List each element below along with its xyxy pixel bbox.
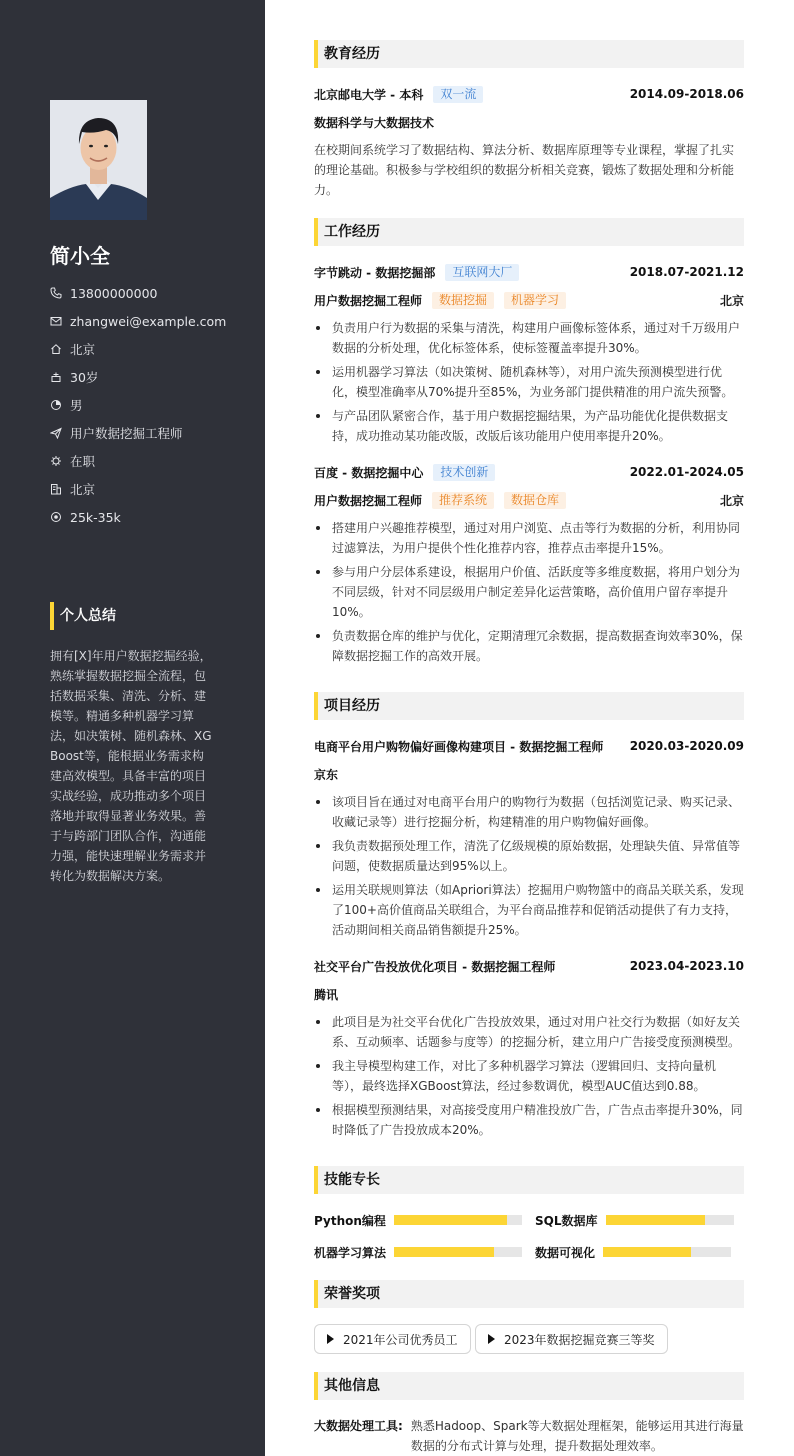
education-desc: 在校期间系统学习了数据结构、算法分析、数据库原理等专业课程，掌握了扎实的理论基础。积极参与学校组织的数据分析相关竞赛，锻炼了数据处理和分析能力。 bbox=[314, 143, 735, 197]
contact-gender-text: 男 bbox=[70, 398, 83, 413]
job-bullet: 负责数据仓库的维护与优化，定期清理冗余数据，提高数据查询效率30%，保障数据挖掘工作的高效开展。 bbox=[314, 626, 744, 666]
project-bullet: 我负责数据预处理工作，清洗了亿级规模的原始数据，处理缺失值、异常值等问题，使数据质量达到95%以上。 bbox=[314, 836, 744, 876]
contact-phone bbox=[50, 279, 226, 307]
status-icon bbox=[50, 455, 62, 467]
skill-bar-fill bbox=[394, 1247, 494, 1257]
contact-target-role-text: 用户数据挖掘工程师 bbox=[70, 426, 183, 441]
section-title-projects: 项目经历 bbox=[314, 692, 744, 720]
other-item bbox=[314, 1416, 744, 1456]
job-company: 百度 - 数据挖掘中心 bbox=[314, 465, 424, 480]
project-bullet: 我主导模型构建工作，对比了多种机器学习算法（逻辑回归、支持向量机等），最终选择XGBoost算法，经过参数调优，模型AUC值达到0.88。 bbox=[314, 1056, 744, 1096]
contact-email bbox=[50, 307, 226, 335]
job-role-tag: 推荐系统 bbox=[432, 492, 494, 509]
project-header bbox=[314, 736, 744, 756]
contact-status-text: 在职 bbox=[70, 454, 96, 469]
send-icon bbox=[50, 427, 62, 439]
summary-title: 个人总结 bbox=[50, 602, 116, 630]
job-bullet: 搭建用户兴趣推荐模型，通过对用户浏览、点击等行为数据的分析，利用协同过滤算法，为用户提供个性化推荐内容，推荐点击率提升15%。 bbox=[314, 518, 744, 558]
award-text: 2023年数据挖掘竞赛三等奖 bbox=[504, 1332, 655, 1347]
other-key: 大数据处理工具: bbox=[314, 1419, 403, 1433]
phone-icon bbox=[50, 287, 62, 299]
section-title-awards: 荣誉奖项 bbox=[314, 1280, 744, 1308]
building-icon bbox=[50, 483, 62, 495]
job-company-tag: 互联网大厂 bbox=[445, 264, 519, 281]
project-date: 2023.04-2023.10 bbox=[629, 959, 744, 973]
skill-name: 数据可视化 bbox=[535, 1245, 596, 1260]
contact-location bbox=[50, 335, 226, 363]
other-value: 熟悉Hadoop、Spark等大数据处理框架，能够运用其进行海量数据的分布式计算与处理，提升数据处理效率。 bbox=[410, 1419, 744, 1453]
section-title-other: 其他信息 bbox=[314, 1372, 744, 1400]
project-bullets bbox=[314, 1012, 744, 1144]
gender-icon bbox=[50, 399, 62, 411]
play-triangle-icon bbox=[488, 1334, 495, 1344]
job-role: 用户数据挖掘工程师 bbox=[314, 293, 423, 308]
job-bullet: 运用机器学习算法（如决策树、随机森林等），对用户流失预测模型进行优化，模型准确率从70%提升至85%，为业务部门提供精准的用户流失预警。 bbox=[314, 362, 744, 402]
job-header bbox=[314, 262, 744, 282]
section-title-education: 教育经历 bbox=[314, 40, 744, 68]
job-company-tag: 技术创新 bbox=[433, 464, 495, 481]
award-text: 2021年公司优秀员工 bbox=[343, 1332, 458, 1347]
contact-location-text: 北京 bbox=[70, 342, 96, 357]
mail-icon bbox=[50, 315, 62, 327]
contact-list bbox=[50, 279, 226, 531]
age-icon bbox=[50, 371, 62, 383]
section-title-work: 工作经历 bbox=[314, 218, 744, 246]
education-major-row bbox=[314, 112, 744, 132]
profile-photo bbox=[50, 100, 147, 220]
contact-target-role bbox=[50, 419, 226, 447]
contact-salary-text: 25k-35k bbox=[70, 509, 121, 525]
job-bullet: 参与用户分层体系建设，根据用户价值、活跃度等多维度数据，将用户划分为不同层级，针对不同层级用户制定差异化运营策略，高价值用户留存率提升10%。 bbox=[314, 562, 744, 622]
contact-age-text: 30岁 bbox=[70, 370, 99, 385]
education-date: 2014.09-2018.06 bbox=[629, 87, 744, 101]
skill-item bbox=[535, 1242, 731, 1262]
skill-bar-fill bbox=[394, 1215, 507, 1225]
contact-salary bbox=[50, 503, 226, 531]
skill-name: SQL数据库 bbox=[535, 1213, 598, 1228]
job-city: 北京 bbox=[719, 493, 744, 508]
job-date: 2018.07-2021.12 bbox=[629, 265, 744, 279]
job-role-tag: 数据仓库 bbox=[504, 492, 566, 509]
project-org-row bbox=[314, 984, 744, 1004]
project-header bbox=[314, 956, 744, 976]
job-date: 2022.01-2024.05 bbox=[629, 465, 744, 479]
job-role-tag: 数据挖掘 bbox=[432, 292, 494, 309]
contact-email-text: zhangwei@example.com bbox=[70, 313, 227, 329]
salary-icon bbox=[50, 511, 62, 523]
project-bullet: 运用关联规则算法（如Apriori算法）挖掘用户购物篮中的商品关联关系，发现了100+高价值商品关联组合，为平台商品推荐和促销活动提供了有力支持，活动期间相关商品销售额提升25%。 bbox=[314, 880, 744, 940]
job-bullet: 与产品团队紧密合作，基于用户数据挖掘结果，为产品功能优化提供数据支持，成功推动某功能改版，改版后该功能用户使用率提升20%。 bbox=[314, 406, 744, 446]
job-bullets bbox=[314, 518, 744, 670]
education-major: 数据科学与大数据技术 bbox=[314, 115, 435, 130]
job-header bbox=[314, 462, 744, 482]
skill-bar bbox=[606, 1215, 734, 1225]
skill-name: 机器学习算法 bbox=[314, 1245, 387, 1260]
project-date: 2020.03-2020.09 bbox=[629, 739, 744, 753]
job-bullets bbox=[314, 318, 744, 450]
skill-item bbox=[314, 1242, 522, 1262]
contact-gender bbox=[50, 391, 226, 419]
skill-bar bbox=[394, 1215, 522, 1225]
play-triangle-icon bbox=[327, 1334, 334, 1344]
sidebar bbox=[0, 0, 265, 1456]
skill-item bbox=[314, 1210, 522, 1230]
project-bullet: 该项目旨在通过对电商平台用户的购物行为数据（包括浏览记录、购买记录、收藏记录等）进行挖掘分析，构建精准的用户购物偏好画像。 bbox=[314, 792, 744, 832]
skill-item bbox=[535, 1210, 734, 1230]
contact-work-city bbox=[50, 475, 226, 503]
award-item bbox=[475, 1324, 668, 1354]
job-role: 用户数据挖掘工程师 bbox=[314, 493, 423, 508]
summary-text: 拥有[X]年用户数据挖掘经验，熟练掌握数据挖掘全流程，包括数据采集、清洗、分析、建模等。精通多种机器学习算法，如决策树、随机森林、XGBoost等，能根据业务需求构建高效模型。具备丰富的项目实战经验，成功推动多个项目落地并取得显著业务效果。善于与跨部门团队合作，沟通能力强，能快速理解业务需求并转化为数据解决方案。 bbox=[50, 649, 212, 883]
project-bullet: 此项目是为社交平台优化广告投放效果，通过对用户社交行为数据（如好友关系、互动频率、话题参与度等）的挖掘分析，建立用户广告接受度预测模型。 bbox=[314, 1012, 744, 1052]
job-company: 字节跳动 - 数据挖掘部 bbox=[314, 265, 436, 280]
job-role-tag: 机器学习 bbox=[504, 292, 566, 309]
project-org-row bbox=[314, 764, 744, 784]
section-title-skills: 技能专长 bbox=[314, 1166, 744, 1194]
contact-age bbox=[50, 363, 226, 391]
skill-bar-fill bbox=[603, 1247, 691, 1257]
project-name: 电商平台用户购物偏好画像构建项目 - 数据挖掘工程师 bbox=[314, 739, 604, 754]
education-school: 北京邮电大学 - 本科 bbox=[314, 87, 424, 102]
project-bullets bbox=[314, 792, 744, 944]
profile-name: 简小全 bbox=[50, 244, 110, 268]
avatar-portrait bbox=[50, 100, 147, 220]
skill-bar bbox=[394, 1247, 522, 1257]
project-org: 腾讯 bbox=[314, 987, 339, 1002]
skill-bar bbox=[603, 1247, 731, 1257]
contact-work-city-text: 北京 bbox=[70, 482, 96, 497]
job-bullet: 负责用户行为数据的采集与清洗，构建用户画像标签体系，通过对千万级用户数据的分析处理，优化标签体系，使标签覆盖率提升30%。 bbox=[314, 318, 744, 358]
skill-name: Python编程 bbox=[314, 1213, 386, 1228]
education-header bbox=[314, 84, 744, 104]
project-bullet: 根据模型预测结果，对高接受度用户精准投放广告，广告点击率提升30%，同时降低了广告投放成本20%。 bbox=[314, 1100, 744, 1140]
home-icon bbox=[50, 343, 62, 355]
job-role-row bbox=[314, 490, 744, 510]
skill-bar-fill bbox=[606, 1215, 706, 1225]
award-item bbox=[314, 1324, 471, 1354]
job-role-row bbox=[314, 290, 744, 310]
contact-phone-text: 13800000000 bbox=[70, 285, 158, 301]
education-tag: 双一流 bbox=[433, 86, 483, 103]
contact-status bbox=[50, 447, 226, 475]
job-city: 北京 bbox=[719, 293, 744, 308]
project-org: 京东 bbox=[314, 767, 339, 782]
project-name: 社交平台广告投放优化项目 - 数据挖掘工程师 bbox=[314, 959, 556, 974]
